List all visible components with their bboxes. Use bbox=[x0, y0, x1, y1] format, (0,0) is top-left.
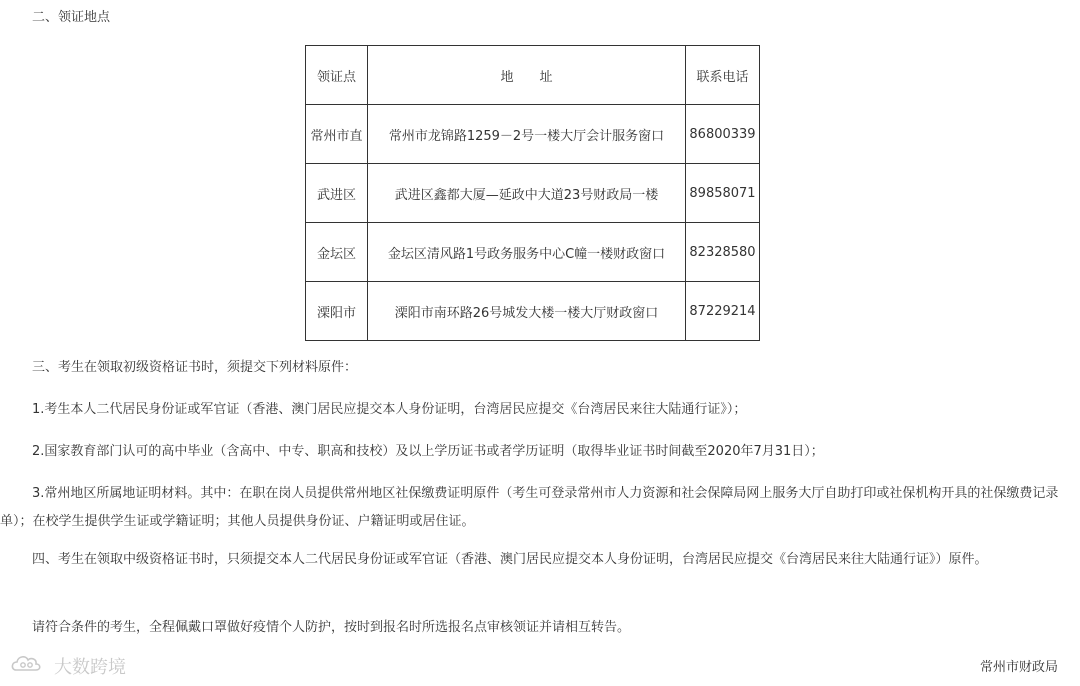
section-2-heading: 二、领证地点 bbox=[32, 10, 111, 25]
header-address: 地 址 bbox=[368, 46, 686, 105]
table-row bbox=[306, 223, 760, 282]
table-row bbox=[306, 282, 760, 341]
requirement-item-2: 2.国家教育部门认可的高中毕业（含高中、中专、职高和技校）及以上学历证书或者学历证明（取得毕业证书时间截至2020年7月31日）； bbox=[32, 444, 824, 459]
watermark-text: 大数跨境 bbox=[54, 657, 126, 678]
table-row bbox=[306, 105, 760, 164]
section-4-paragraph: 四、考生在领取中级资格证书时，只须提交本人二代居民身份证或军官证（香港、澳门居民应提交本人身份证明，台湾居民应提交《台湾居民来往大陆通行证》）原件。 bbox=[32, 552, 988, 567]
notice-paragraph: 请符合条件的考生，全程佩戴口罩做好疫情个人防护，按时到报名时所选报名点审核领证并请相互转告。 bbox=[32, 620, 631, 635]
cell-location: 溧阳市 bbox=[306, 282, 368, 341]
cell-address: 常州市龙锦路1259－2号一楼大厅会计服务窗口 bbox=[368, 105, 686, 164]
cell-address: 武进区鑫都大厦—延政中大道23号财政局一楼 bbox=[368, 164, 686, 223]
header-phone: 联系电话 bbox=[686, 46, 760, 105]
requirement-item-1: 1.考生本人二代居民身份证或军官证（香港、澳门居民应提交本人身份证明，台湾居民应提交《台湾居民来往大陆通行证》）； bbox=[32, 402, 747, 417]
section-3-heading: 三、考生在领取初级资格证书时，须提交下列材料原件： bbox=[32, 360, 358, 375]
header-location: 领证点 bbox=[306, 46, 368, 105]
cell-address: 金坛区清风路1号政务服务中心C幢一楼财政窗口 bbox=[368, 223, 686, 282]
table-header-row bbox=[306, 46, 760, 105]
cell-phone: 87229214 bbox=[686, 282, 760, 341]
cell-location: 武进区 bbox=[306, 164, 368, 223]
cell-phone: 89858071 bbox=[686, 164, 760, 223]
cell-phone: 82328580 bbox=[686, 223, 760, 282]
cell-location: 常州市直 bbox=[306, 105, 368, 164]
requirement-item-3: 3.常州地区所属地证明材料。其中：在职在岗人员提供常州地区社保缴费证明原件（考生可登录常州市人力资源和社会保障局网上服务大厅自助打印或社保机构开具的社保缴费记录单）；在校学生提供学生证或学籍证明；其他人员提供身份证、户籍证明或居住证。 bbox=[0, 486, 1059, 529]
cell-location: 金坛区 bbox=[306, 223, 368, 282]
table-row bbox=[306, 164, 760, 223]
cell-phone: 86800339 bbox=[686, 105, 760, 164]
issuer-signature: 常州市财政局 bbox=[979, 660, 1058, 675]
cell-address: 溧阳市南环路26号城发大楼一楼大厅财政窗口 bbox=[368, 282, 686, 341]
watermark bbox=[10, 652, 126, 680]
collection-locations-table bbox=[305, 45, 760, 341]
cloud-logo-icon bbox=[10, 652, 54, 681]
